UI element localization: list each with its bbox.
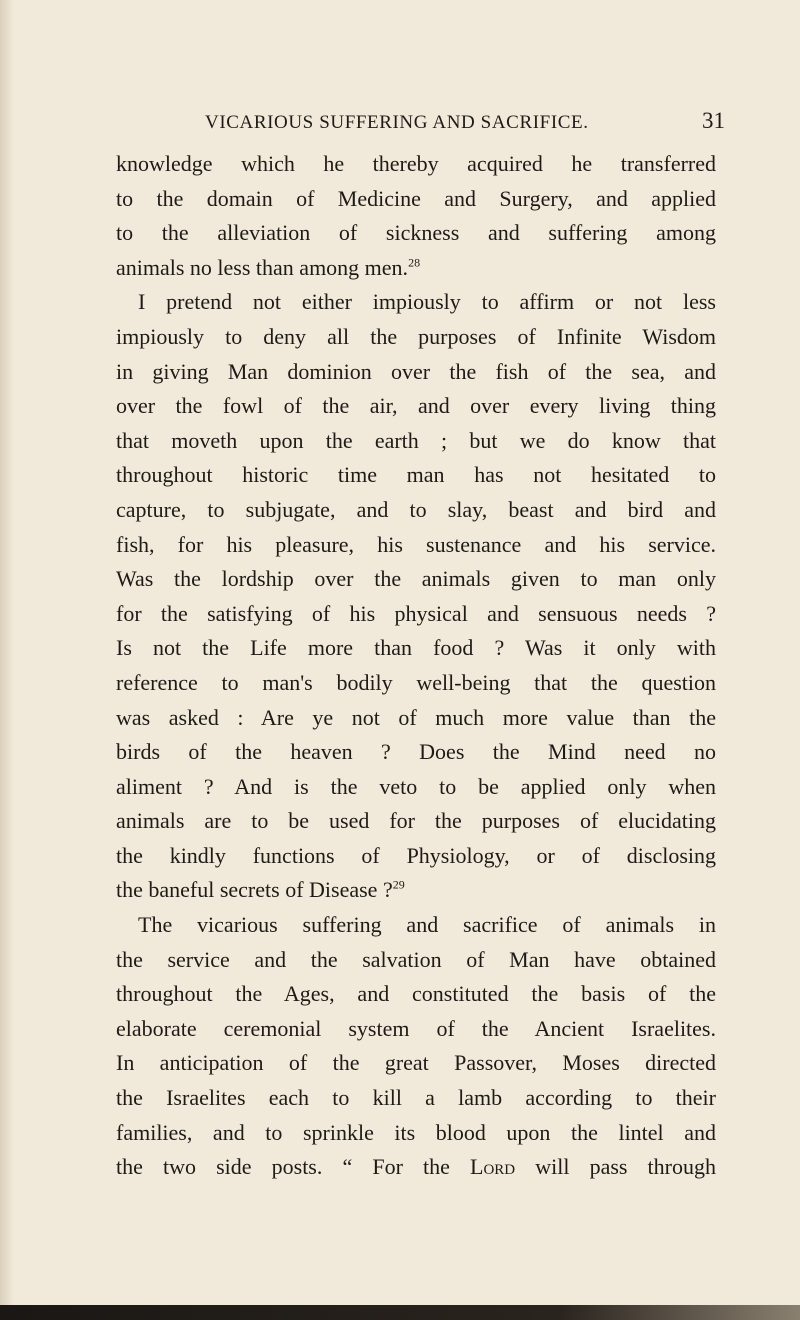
text-line: throughout historic time man has not hesitated to <box>116 462 716 488</box>
text-line: throughout the Ages, and constituted the basis of the <box>116 981 716 1007</box>
body-text <box>116 147 716 1185</box>
footnote-ref: 29 <box>392 878 405 893</box>
text-line: the service and the salvation of Man have obtained <box>116 946 716 972</box>
text-line: for the satisfying of his physical and sensuous needs ? <box>116 600 716 626</box>
page-edge <box>0 0 14 1320</box>
text-line: the Israelites each to kill a lamb according to their <box>116 1085 716 1111</box>
text-line: was asked : Are ye not of much more value than the <box>116 704 716 730</box>
bottom-edge-rule <box>0 1305 800 1320</box>
text-line: the kindly functions of Physiology, or of disclosing <box>116 842 716 868</box>
small-caps-lord: Lord <box>470 1154 516 1180</box>
text-line: the two side posts. “ For the Lord will pass through <box>116 1154 716 1180</box>
text-line: the baneful secrets of Disease ?$^{29}$ <box>116 877 405 903</box>
text-line: to the alleviation of sickness and suffering among <box>116 220 716 246</box>
text-line: Was the lordship over the animals given to man only <box>116 566 716 592</box>
text-line: I pretend not either impiously to affirm or not less <box>138 289 716 315</box>
text-line: aliment ? And is the veto to be applied only when <box>116 773 716 799</box>
text-line: The vicarious suffering and sacrifice of animals in <box>138 912 716 938</box>
page-number: 31 <box>702 108 725 133</box>
text-line: fish, for his pleasure, his sustenance and his service. <box>116 531 716 557</box>
text-line: capture, to subjugate, and to slay, beast and bird and <box>116 496 716 522</box>
text-line: Is not the Life more than food ? Was it only with <box>116 635 716 661</box>
text-line: impiously to deny all the purposes of Infinite Wisdom <box>116 323 716 349</box>
text-line: over the fowl of the air, and over every living thing <box>116 393 716 419</box>
text-line: reference to man's bodily well-being that the question <box>116 669 716 695</box>
text-line: families, and to sprinkle its blood upon the lintel and <box>116 1119 716 1145</box>
text-line: elaborate ceremonial system of the Ancient Israelites. <box>116 1015 716 1041</box>
text-line: animals no less than among men.$^{28}$ <box>116 254 421 280</box>
text-line: to the domain of Medicine and Surgery, and applied <box>116 185 716 211</box>
text-line: in giving Man dominion over the fish of the sea, and <box>116 358 716 384</box>
text-line: animals are to be used for the purposes of elucidating <box>116 808 716 834</box>
text-line: In anticipation of the great Passover, Moses directed <box>116 1050 716 1076</box>
text-line: knowledge which he thereby acquired he transferred <box>116 151 716 176</box>
running-title: VICARIOUS SUFFERING AND SACRIFICE. <box>205 112 589 133</box>
text-line: birds of the heaven ? Does the Mind need no <box>116 739 716 765</box>
running-header <box>205 108 725 134</box>
footnote-ref: 28 <box>408 255 421 270</box>
text-line: that moveth upon the earth ; but we do know that <box>116 427 716 453</box>
